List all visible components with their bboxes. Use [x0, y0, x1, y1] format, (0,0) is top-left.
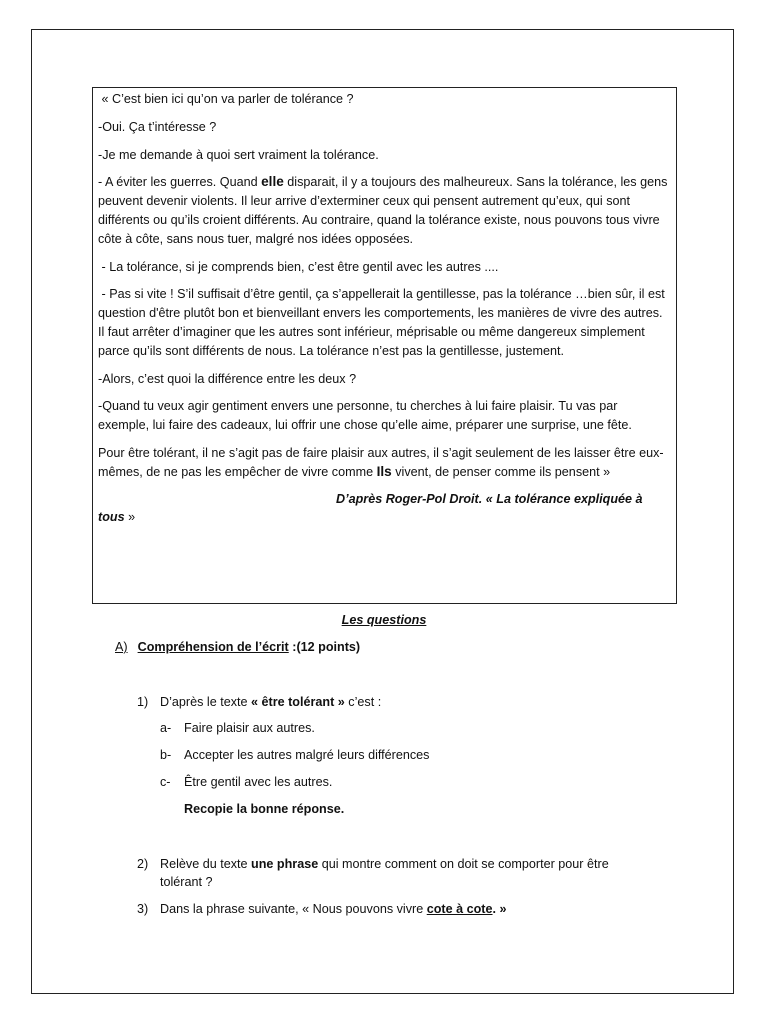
text-paragraph-4: - A éviter les guerres. Quand elle disparait, il y a toujours des malheureux. Sans la tolérance, les gens peuvent devenir violents. Il leur arrive d’exterminer ceux qui pensent autrement qu’eux, qui sont différents ou qu’ils croient différents. Au contraire, quand la tolérance existe, nous pouvons tous vivre côte à côte, sans nous tuer, malgré nos idées opposées. — [98, 174, 668, 246]
text-paragraph-8: -Quand tu veux agir gentiment envers une personne, tu cherches à lui faire plaisir. Tu vas par exemple, lui faire des cadeaux, lui offrir une chose qu’elle aime, préparer une surprise, une fête. — [98, 399, 632, 433]
emphasis-elle: elle — [261, 174, 284, 190]
text-paragraph-9: Pour être tolérant, il ne s’agit pas de faire plaisir aux autres, il s’agit seulement de les laisser être eux-mêmes, de ne pas les empêcher de vivre comme Ils vivent, de penser comme ils pensent » — [98, 445, 664, 479]
reading-text-box — [92, 87, 677, 604]
option-c: c- Être gentil avec les autres. — [160, 775, 333, 789]
question-1-instruction: Recopie la bonne réponse. — [184, 802, 345, 816]
emphasis-ils: Ils — [376, 463, 392, 479]
text-paragraph-1: « C’est bien ici qu’on va parler de tolérance ? — [101, 92, 354, 106]
text-source: D’après Roger-Pol Droit. « La tolérance expliquée à tous » — [98, 491, 643, 525]
option-a: a- Faire plaisir aux autres. — [160, 721, 315, 735]
text-paragraph-7: -Alors, c’est quoi la différence entre les deux ? — [98, 371, 357, 386]
section-a-heading: A) Compréhension de l’écrit :(12 points) — [115, 640, 361, 654]
option-b: b- Accepter les autres malgré leurs différences — [160, 748, 430, 762]
text-paragraph-2: -Oui. Ça t’intéresse ? — [98, 119, 217, 134]
text-paragraph-5: - La tolérance, si je comprends bien, c’est être gentil avec les autres .... — [101, 259, 499, 274]
questions-title: Les questions — [341, 613, 427, 627]
question-2: 2) Relève du texte une phrase qui montre comment on doit se comporter pour être tolérant ? — [137, 857, 609, 889]
text-paragraph-3: -Je me demande à quoi sert vraiment la tolérance. — [98, 147, 379, 162]
text-paragraph-6: - Pas si vite ! S’il suffisait d’être gentil, ça s’appellerait la gentillesse, pas la tolérance …bien sûr, il est question d'être plutôt bon et bienveillant envers les comportements, les manières de vivre des autres. Il faut arrêter d’imaginer que les autres sont inférieur, méprisable ou même dangereux simplement parce qu’ils sont différents de nous. La tolérance n’est pas la gentillesse, justement. — [98, 287, 665, 358]
